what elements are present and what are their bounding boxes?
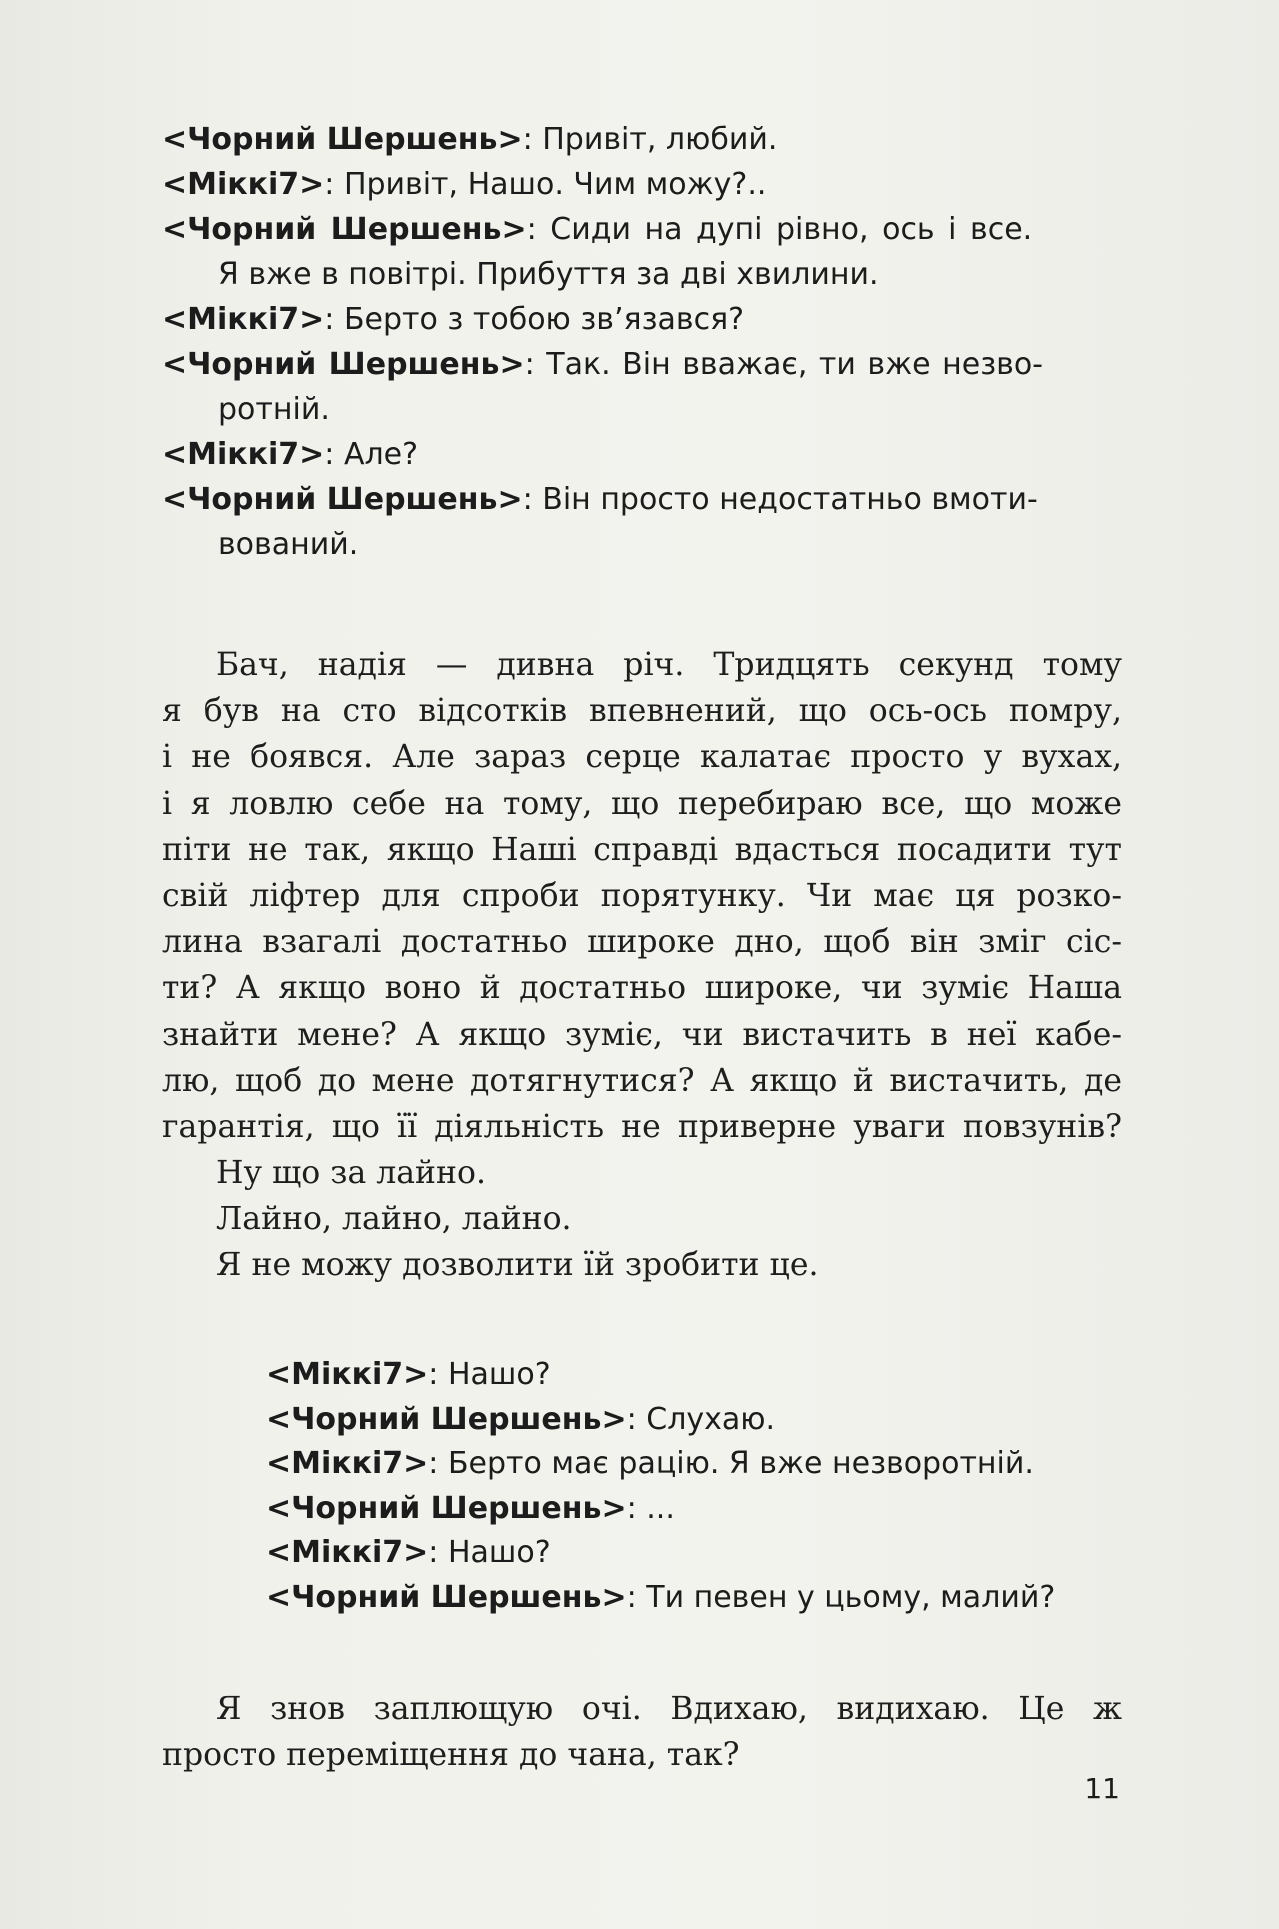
dialogue-block-2 (266, 1353, 1126, 1620)
dialogue-line (162, 207, 1122, 252)
speaker: <Чорний Шершень> (266, 1579, 627, 1615)
text-line: я був на сто відсотків впевнений, що ось-ось помру, (162, 693, 1122, 730)
text-line: гарантія, що її діяльність не приверне уваги повзунів? (162, 1108, 1122, 1145)
text-line: знайти мене? А якщо зуміє, чи вистачить в неї кабе- (162, 1016, 1122, 1053)
text-line: і не боявся. Але зараз серце калатає просто у вухах, (162, 739, 1122, 776)
text-line: ти? А якщо воно й достатньо широке, чи зуміє Наша (162, 970, 1122, 1007)
text-line: просто переміщення до чана, так? (162, 1737, 740, 1774)
speaker: <Чорний Шершень> (162, 122, 523, 157)
dialogue-line (162, 297, 1122, 342)
dialogue-continuation: вований. (218, 527, 359, 562)
speaker: <Міккі7> (162, 302, 325, 337)
utterance: : ... (626, 1490, 675, 1526)
dialogue-line (162, 162, 1122, 207)
text-line: піти не так, якщо Наші справді вдасться посадити тут (162, 831, 1122, 868)
speaker: <Чорний Шершень> (162, 212, 527, 247)
dialogue-line (162, 477, 1122, 522)
speaker: <Міккі7> (266, 1357, 429, 1392)
dialogue-block-1 (162, 117, 1122, 567)
dialogue-continuation: Я вже в повітрі. Прибуття за дві хвилини. (218, 257, 879, 292)
dialogue-line (162, 117, 1122, 162)
utterance: : Ти певен у цьому, малий? (626, 1579, 1056, 1615)
dialogue-line (162, 342, 1122, 387)
speaker: <Міккі7> (266, 1535, 429, 1570)
dialogue-line (162, 432, 1122, 477)
speaker: <Чорний Шершень> (162, 482, 523, 517)
utterance: : Сиди на дупі рівно, ось і все. (526, 212, 1033, 247)
dialogue-line (266, 1576, 1126, 1621)
text-line: свій ліфтер для спроби порятунку. Чи має ця розко- (162, 877, 1122, 914)
dialogue-line (266, 1398, 1126, 1443)
narrative-paragraph-2 (162, 1686, 1122, 1778)
dialogue-line (266, 1442, 1126, 1487)
utterance: : Берто з тобою зв’язався? (324, 302, 745, 337)
text-line: лина взагалі достатньо широке дно, щоб він зміг сіс- (162, 924, 1122, 961)
speaker: <Чорний Шершень> (162, 347, 525, 382)
utterance: : Привіт, любий. (522, 122, 778, 157)
text-line: Я знов заплющую очі. Вдихаю, видихаю. Це ж (216, 1691, 1122, 1727)
text-line: Лайно, лайно, лайно. (216, 1201, 572, 1238)
text-line: Бач, надія — дивна річ. Тридцять секунд тому (216, 647, 1122, 683)
speaker: <Міккі7> (162, 437, 325, 472)
utterance: : Слухаю. (626, 1401, 776, 1437)
text-line: Ну що за лайно. (216, 1155, 487, 1192)
utterance: : Нашо? (428, 1535, 551, 1570)
text-line: і я ловлю себе на тому, що перебираю все, що може (162, 785, 1122, 822)
dialogue-line (266, 1353, 1126, 1398)
speaker: <Чорний Шершень> (266, 1401, 627, 1437)
speaker: <Чорний Шершень> (266, 1490, 627, 1526)
speaker: <Міккі7> (162, 167, 325, 202)
utterance: : Нашо? (428, 1357, 551, 1392)
narrative-paragraph-1 (162, 642, 1122, 1289)
utterance: : Він просто недостатньо вмоти- (522, 482, 1038, 517)
dialogue-continuation: ротній. (218, 392, 330, 427)
speaker: <Міккі7> (266, 1446, 429, 1481)
dialogue-line (266, 1487, 1126, 1532)
utterance: : Берто має рацію. Я вже незворотній. (428, 1446, 1034, 1481)
utterance: : Привіт, Нашо. Чим можу?.. (324, 167, 767, 202)
text-line: лю, щоб до мене дотягнутися? А якщо й вистачить, де (162, 1062, 1122, 1099)
dialogue-line (266, 1531, 1126, 1576)
page-number: 11 (1084, 1772, 1120, 1805)
utterance: : Але? (324, 437, 419, 472)
utterance: : Так. Він вважає, ти вже незво- (524, 347, 1044, 382)
text-line: Я не можу дозволити їй зробити це. (216, 1247, 819, 1284)
